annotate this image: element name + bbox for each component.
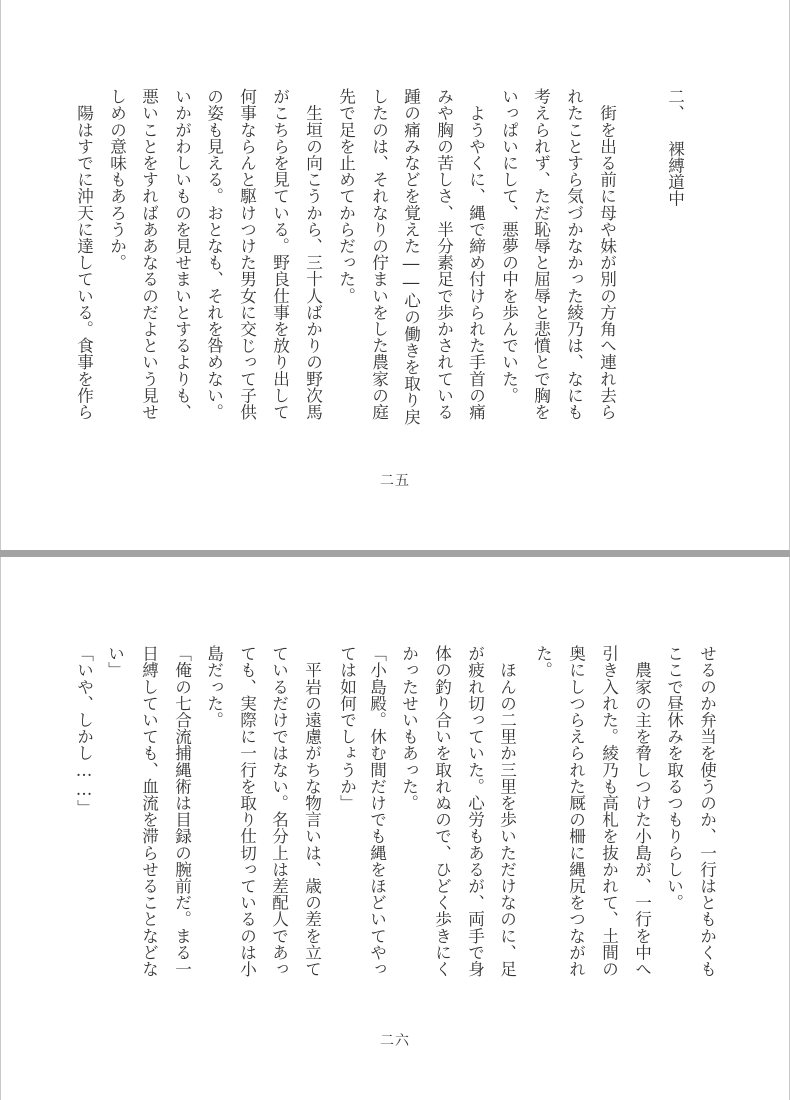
text-column: が疲れ切っていた。心労もあるが、両手で身	[465, 645, 485, 977]
text-column: ここで昼休みを取るつもりらしい。	[664, 645, 684, 911]
text-column: 陽はすでに沖天に達している。食事を作ら	[74, 88, 94, 420]
text-column: 島だった。	[204, 645, 224, 728]
text-column: い」	[105, 645, 125, 679]
text-column: しめの意味もあろうか。	[107, 88, 127, 271]
text-column: 「小島殿。休む間だけでも縄をほどいてやっ	[367, 645, 387, 977]
text-column: 悪いことをすればああなるのだよという見せ	[139, 88, 159, 420]
text-column: た。	[533, 645, 553, 679]
text-column: がこちらを見ている。野良仕事を放り出して	[270, 88, 290, 420]
text-column: 日縛していても、血流を滞らせることなどな	[139, 645, 159, 977]
text-column: の姿も見える。おとなも、それを咎めない。	[204, 88, 224, 420]
text-column: 体の釣り合いを取れぬので、ひどく歩きにく	[432, 645, 452, 977]
text-column: 生垣の向こうから、三十人ばかりの野次馬	[303, 88, 323, 420]
text-column: ては如何でしょうか」	[337, 645, 357, 811]
text-column: みや胸の苦しさ、半分素足で歩かされている	[434, 88, 454, 420]
text-column: 何事ならんと駆けつけた男女に交じって子供	[237, 88, 257, 420]
text-column: ようやくに、縄で締め付けられた手首の痛	[466, 88, 486, 420]
text-column: 踵の痛みなどを覚えた――心の働きを取り戻	[401, 88, 421, 425]
text-column: 引き入れた。綾乃も高札を抜かれて、土間の	[599, 645, 619, 977]
text-column: いっぱいにして、悪夢の中を歩んでいた。	[499, 88, 519, 404]
text-column: 平岩の遠慮がちな物言いは、歳の差を立て	[302, 645, 322, 977]
text-column: せるのか弁当を使うのか、一行はともかくも	[697, 645, 717, 977]
text-column: かったせいもあった。	[399, 645, 419, 811]
page-number: 二五	[380, 473, 410, 489]
text-column: 街を出る前に母や妹が別の方角へ連れ去ら	[597, 88, 617, 420]
text-column: 農家の主を脅しつけた小島が、一行を中へ	[632, 645, 652, 977]
text-column: 「いや、しかし……」	[74, 645, 94, 816]
page-separator	[0, 550, 790, 557]
text-column: 先で足を止めてからだった。	[336, 88, 356, 304]
text-column: 考えられず、ただ恥辱と屈辱と悲憤とで胸を	[531, 88, 551, 420]
page-number: 二六	[380, 1033, 410, 1049]
text-column: れたことすら気づかなかった綾乃は、なにも	[564, 88, 584, 420]
text-column: ても、実際に一行を取り仕切っているのは小	[237, 645, 257, 977]
text-column: 奥にしつらえられた厩の柵に縄尻をつながれ	[566, 645, 586, 977]
text-column: いかがわしいものを見せまいとするよりも、	[172, 88, 192, 420]
text-column: 「俺の七合流捕縄術は目録の腕前だ。まる一	[172, 645, 192, 977]
chapter-heading: 二、 裸縛道中	[665, 88, 685, 207]
text-column: ほんの二里か三里を歩いただけなのに、足	[497, 645, 517, 977]
page-26	[0, 557, 790, 1100]
text-column: したのは、それなりの佇まいをした農家の庭	[369, 88, 389, 420]
text-column: ているだけではない。名分上は差配人であっ	[269, 645, 289, 977]
